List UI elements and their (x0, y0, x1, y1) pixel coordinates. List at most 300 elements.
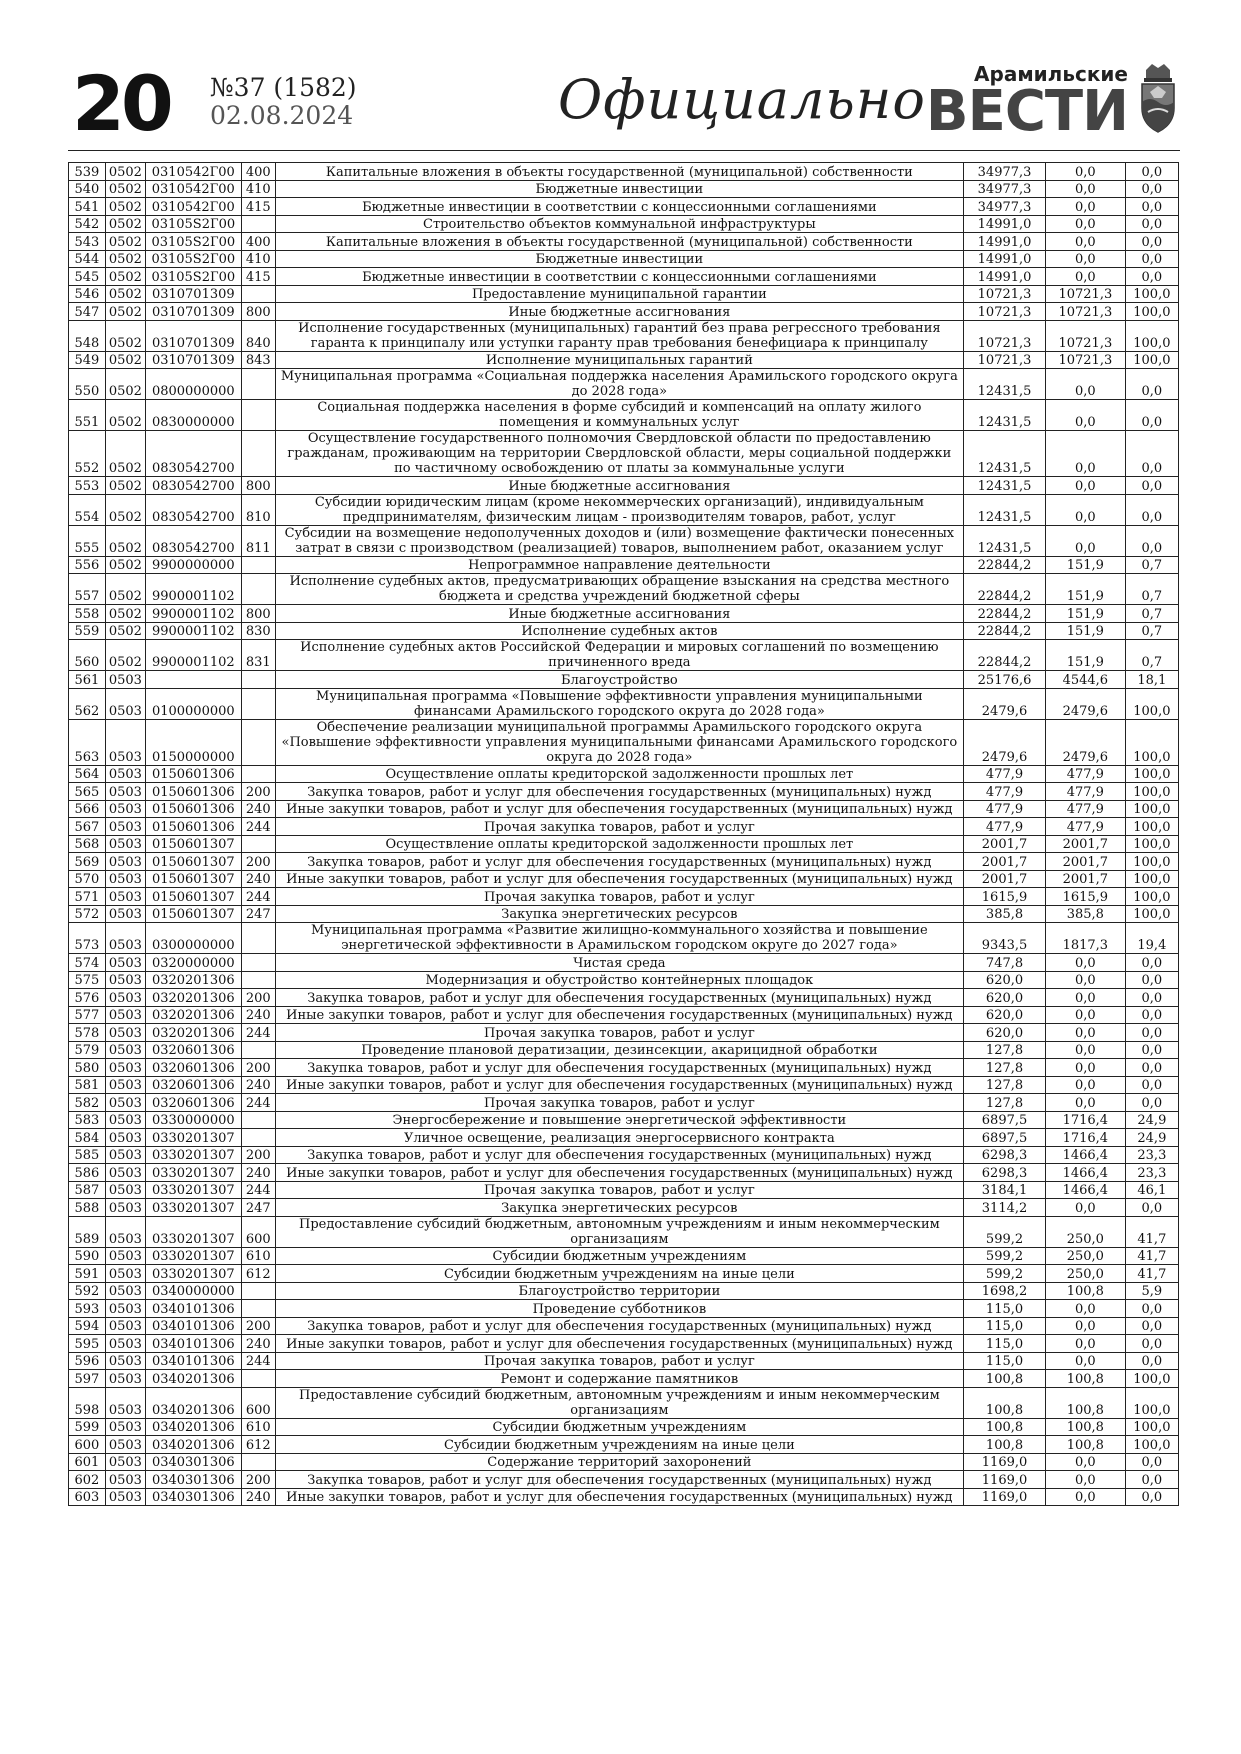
row-number-cell: 580 (69, 1059, 106, 1077)
percent-executed-cell: 24,9 (1125, 1111, 1178, 1129)
planned-amount-cell: 12431,5 (964, 400, 1046, 431)
planned-amount-cell: 22844,2 (964, 640, 1046, 671)
row-number-cell: 584 (69, 1129, 106, 1147)
description-cell: Закупка товаров, работ и услуг для обеспечения государственных (муниципальных) нужд (275, 989, 964, 1007)
actual-amount-cell: 151,9 (1045, 640, 1125, 671)
section-code-cell: 0503 (105, 1181, 145, 1199)
planned-amount-cell: 1169,0 (964, 1453, 1046, 1471)
section-code-cell: 0502 (105, 622, 145, 640)
description-cell: Обеспечение реализации муниципальной программы Арамильского городского округа «Повышение эффективности управления муниципальными финансами Арамильского городского округа до 2028 года» (275, 719, 964, 765)
expense-type-cell: 240 (241, 1076, 275, 1094)
expense-type-cell: 843 (241, 351, 275, 369)
row-number-cell: 548 (69, 320, 106, 351)
description-cell: Закупка товаров, работ и услуг для обеспечения государственных (муниципальных) нужд (275, 1471, 964, 1489)
table-row (69, 268, 1179, 286)
target-code-cell: 0330201307 (145, 1265, 241, 1283)
target-code-cell: 0150601307 (145, 870, 241, 888)
expense-type-cell (241, 431, 275, 477)
expense-type-cell (241, 1041, 275, 1059)
expense-type-cell: 247 (241, 905, 275, 923)
planned-amount-cell: 2479,6 (964, 719, 1046, 765)
row-number-cell: 550 (69, 369, 106, 400)
expense-type-cell: 600 (241, 1387, 275, 1418)
percent-executed-cell: 18,1 (1125, 671, 1178, 689)
table-row (69, 905, 1179, 923)
actual-amount-cell: 100,8 (1045, 1370, 1125, 1388)
table-row (69, 1247, 1179, 1265)
actual-amount-cell: 0,0 (1045, 163, 1125, 181)
logo-subtitle: Арамильские (974, 62, 1128, 86)
table-row (69, 1265, 1179, 1283)
description-cell: Муниципальная программа «Повышение эффективности управления муниципальными финансами Арамильского городского округа до 2028 года» (275, 688, 964, 719)
target-code-cell: 0320201306 (145, 971, 241, 989)
target-code-cell: 0830542700 (145, 494, 241, 525)
description-cell: Капитальные вложения в объекты государственной (муниципальной) собственности (275, 163, 964, 181)
row-number-cell: 582 (69, 1094, 106, 1112)
target-code-cell: 0310542Г00 (145, 198, 241, 216)
percent-executed-cell: 0,0 (1125, 1352, 1178, 1370)
planned-amount-cell: 599,2 (964, 1265, 1046, 1283)
percent-executed-cell: 23,3 (1125, 1164, 1178, 1182)
percent-executed-cell: 0,0 (1125, 400, 1178, 431)
actual-amount-cell: 1466,4 (1045, 1146, 1125, 1164)
actual-amount-cell: 0,0 (1045, 1453, 1125, 1471)
table-row (69, 688, 1179, 719)
actual-amount-cell: 250,0 (1045, 1265, 1125, 1283)
section-code-cell: 0502 (105, 303, 145, 321)
row-number-cell: 575 (69, 971, 106, 989)
description-cell: Предоставление субсидий бюджетным, автономным учреждениям и иным некоммерческим организациям (275, 1387, 964, 1418)
target-code-cell: 0340201306 (145, 1387, 241, 1418)
planned-amount-cell: 620,0 (964, 989, 1046, 1007)
section-code-cell: 0503 (105, 1164, 145, 1182)
planned-amount-cell: 1169,0 (964, 1471, 1046, 1489)
description-cell: Непрограммное направление деятельности (275, 556, 964, 574)
expense-type-cell: 200 (241, 1059, 275, 1077)
percent-executed-cell: 0,0 (1125, 233, 1178, 251)
expense-type-cell: 240 (241, 870, 275, 888)
table-row (69, 1282, 1179, 1300)
actual-amount-cell: 0,0 (1045, 1335, 1125, 1353)
description-cell: Благоустройство территории (275, 1282, 964, 1300)
planned-amount-cell: 127,8 (964, 1094, 1046, 1112)
expense-type-cell: 247 (241, 1199, 275, 1217)
description-cell: Исполнение судебных актов Российской Федерации и мировых соглашений по возмещению причиненного вреда (275, 640, 964, 671)
percent-executed-cell: 100,0 (1125, 1418, 1178, 1436)
target-code-cell: 0330201307 (145, 1181, 241, 1199)
percent-executed-cell: 5,9 (1125, 1282, 1178, 1300)
actual-amount-cell: 0,0 (1045, 400, 1125, 431)
table-row (69, 622, 1179, 640)
percent-executed-cell: 100,0 (1125, 905, 1178, 923)
planned-amount-cell: 100,8 (964, 1370, 1046, 1388)
description-cell: Иные закупки товаров, работ и услуг для обеспечения государственных (муниципальных) нужд (275, 1488, 964, 1506)
table-row (69, 1094, 1179, 1112)
planned-amount-cell: 100,8 (964, 1418, 1046, 1436)
section-code-cell: 0503 (105, 1471, 145, 1489)
row-number-cell: 544 (69, 250, 106, 268)
description-cell: Содержание территорий захоронений (275, 1453, 964, 1471)
row-number-cell: 588 (69, 1199, 106, 1217)
target-code-cell: 0320601306 (145, 1041, 241, 1059)
percent-executed-cell: 0,0 (1125, 268, 1178, 286)
percent-executed-cell: 100,0 (1125, 765, 1178, 783)
expense-type-cell: 244 (241, 1024, 275, 1042)
actual-amount-cell: 10721,3 (1045, 320, 1125, 351)
expense-type-cell: 400 (241, 163, 275, 181)
target-code-cell: 0830542700 (145, 431, 241, 477)
expense-type-cell: 410 (241, 180, 275, 198)
target-code-cell: 0340101306 (145, 1352, 241, 1370)
actual-amount-cell: 0,0 (1045, 1076, 1125, 1094)
description-cell: Муниципальная программа «Социальная поддержка населения Арамильского городского округа до 2028 года» (275, 369, 964, 400)
actual-amount-cell: 0,0 (1045, 198, 1125, 216)
percent-executed-cell: 100,0 (1125, 888, 1178, 906)
expense-type-cell (241, 923, 275, 954)
percent-executed-cell: 100,0 (1125, 818, 1178, 836)
percent-executed-cell: 0,0 (1125, 180, 1178, 198)
section-code-cell: 0503 (105, 870, 145, 888)
row-number-cell: 598 (69, 1387, 106, 1418)
description-cell: Капитальные вложения в объекты государственной (муниципальной) собственности (275, 233, 964, 251)
expense-type-cell: 244 (241, 888, 275, 906)
section-code-cell: 0503 (105, 1317, 145, 1335)
target-code-cell: 0320000000 (145, 954, 241, 972)
actual-amount-cell: 2001,7 (1045, 853, 1125, 871)
percent-executed-cell: 100,0 (1125, 800, 1178, 818)
table-row (69, 719, 1179, 765)
table-row (69, 525, 1179, 556)
row-number-cell: 558 (69, 605, 106, 623)
description-cell: Строительство объектов коммунальной инфраструктуры (275, 215, 964, 233)
target-code-cell: 0320201306 (145, 989, 241, 1007)
table-row (69, 431, 1179, 477)
percent-executed-cell: 0,0 (1125, 477, 1178, 495)
percent-executed-cell: 0,0 (1125, 971, 1178, 989)
table-row (69, 1111, 1179, 1129)
row-number-cell: 572 (69, 905, 106, 923)
target-code-cell: 0340101306 (145, 1317, 241, 1335)
section-code-cell: 0502 (105, 431, 145, 477)
expense-type-cell: 244 (241, 1181, 275, 1199)
percent-executed-cell: 0,7 (1125, 556, 1178, 574)
description-cell: Бюджетные инвестиции в соответствии с концессионными соглашениями (275, 268, 964, 286)
percent-executed-cell: 0,0 (1125, 1041, 1178, 1059)
row-number-cell: 565 (69, 783, 106, 801)
planned-amount-cell: 2001,7 (964, 870, 1046, 888)
percent-executed-cell: 100,0 (1125, 1370, 1178, 1388)
table-row (69, 1129, 1179, 1147)
target-code-cell: 0330201307 (145, 1199, 241, 1217)
newspaper-logo (925, 62, 1128, 150)
planned-amount-cell: 34977,3 (964, 198, 1046, 216)
planned-amount-cell: 34977,3 (964, 163, 1046, 181)
target-code-cell: 0100000000 (145, 688, 241, 719)
expense-type-cell: 240 (241, 1335, 275, 1353)
description-cell: Иные закупки товаров, работ и услуг для обеспечения государственных (муниципальных) нужд (275, 800, 964, 818)
target-code-cell: 0150601307 (145, 853, 241, 871)
actual-amount-cell: 477,9 (1045, 800, 1125, 818)
section-code-cell: 0502 (105, 233, 145, 251)
target-code-cell: 0320601306 (145, 1094, 241, 1112)
planned-amount-cell: 10721,3 (964, 351, 1046, 369)
actual-amount-cell: 100,8 (1045, 1282, 1125, 1300)
description-cell: Чистая среда (275, 954, 964, 972)
section-code-cell: 0503 (105, 1282, 145, 1300)
expense-type-cell (241, 954, 275, 972)
planned-amount-cell: 12431,5 (964, 477, 1046, 495)
description-cell: Муниципальная программа «Развитие жилищно-коммунального хозяйства и повышение энергетической эффективности в Арамильском городском округе до 2027 года» (275, 923, 964, 954)
row-number-cell: 599 (69, 1418, 106, 1436)
planned-amount-cell: 22844,2 (964, 622, 1046, 640)
section-code-cell: 0503 (105, 971, 145, 989)
description-cell: Исполнение муниципальных гарантий (275, 351, 964, 369)
issue-number: №37 (1582) (210, 73, 357, 102)
section-code-cell: 0503 (105, 923, 145, 954)
target-code-cell: 03105S2Г00 (145, 250, 241, 268)
row-number-cell: 554 (69, 494, 106, 525)
table-row (69, 989, 1179, 1007)
expense-type-cell: 410 (241, 250, 275, 268)
table-row (69, 198, 1179, 216)
section-code-cell: 0503 (105, 1059, 145, 1077)
percent-executed-cell: 100,0 (1125, 719, 1178, 765)
row-number-cell: 566 (69, 800, 106, 818)
section-code-cell: 0502 (105, 198, 145, 216)
section-code-cell: 0502 (105, 180, 145, 198)
planned-amount-cell: 620,0 (964, 1024, 1046, 1042)
description-cell: Предоставление субсидий бюджетным, автономным учреждениям и иным некоммерческим организациям (275, 1216, 964, 1247)
expense-type-cell: 612 (241, 1265, 275, 1283)
expense-type-cell: 800 (241, 303, 275, 321)
percent-executed-cell: 100,0 (1125, 835, 1178, 853)
planned-amount-cell: 2001,7 (964, 835, 1046, 853)
row-number-cell: 577 (69, 1006, 106, 1024)
row-number-cell: 559 (69, 622, 106, 640)
section-code-cell: 0503 (105, 1436, 145, 1454)
description-cell: Субсидии на возмещение недополученных доходов и (или) возмещение фактически понесенных затрат в связи с производством (реализацией) товаров, выполнением работ, оказанием услуг (275, 525, 964, 556)
section-code-cell: 0503 (105, 853, 145, 871)
target-code-cell: 03105S2Г00 (145, 268, 241, 286)
section-code-cell: 0502 (105, 574, 145, 605)
target-code-cell: 0330201307 (145, 1129, 241, 1147)
actual-amount-cell: 477,9 (1045, 765, 1125, 783)
target-code-cell: 0310701309 (145, 303, 241, 321)
target-code-cell: 9900001102 (145, 640, 241, 671)
target-code-cell: 0150601306 (145, 800, 241, 818)
percent-executed-cell: 23,3 (1125, 1146, 1178, 1164)
row-number-cell: 603 (69, 1488, 106, 1506)
section-code-cell: 0503 (105, 1352, 145, 1370)
row-number-cell: 561 (69, 671, 106, 689)
target-code-cell: 0320601306 (145, 1076, 241, 1094)
actual-amount-cell: 1716,4 (1045, 1129, 1125, 1147)
percent-executed-cell: 100,0 (1125, 1387, 1178, 1418)
row-number-cell: 602 (69, 1471, 106, 1489)
table-row (69, 954, 1179, 972)
target-code-cell: 9900000000 (145, 556, 241, 574)
target-code-cell: 0150601307 (145, 835, 241, 853)
description-cell: Иные закупки товаров, работ и услуг для обеспечения государственных (муниципальных) нужд (275, 1076, 964, 1094)
description-cell: Прочая закупка товаров, работ и услуг (275, 1024, 964, 1042)
target-code-cell: 0150601307 (145, 905, 241, 923)
row-number-cell: 579 (69, 1041, 106, 1059)
planned-amount-cell: 12431,5 (964, 494, 1046, 525)
description-cell: Закупка энергетических ресурсов (275, 905, 964, 923)
percent-executed-cell: 0,0 (1125, 989, 1178, 1007)
section-code-cell: 0503 (105, 1146, 145, 1164)
expense-type-cell: 244 (241, 1352, 275, 1370)
row-number-cell: 563 (69, 719, 106, 765)
actual-amount-cell: 0,0 (1045, 477, 1125, 495)
row-number-cell: 545 (69, 268, 106, 286)
percent-executed-cell: 0,7 (1125, 640, 1178, 671)
description-cell: Прочая закупка товаров, работ и услуг (275, 1352, 964, 1370)
planned-amount-cell: 385,8 (964, 905, 1046, 923)
actual-amount-cell: 477,9 (1045, 783, 1125, 801)
planned-amount-cell: 6298,3 (964, 1146, 1046, 1164)
table-row (69, 1436, 1179, 1454)
description-cell: Закупка товаров, работ и услуг для обеспечения государственных (муниципальных) нужд (275, 853, 964, 871)
target-code-cell: 03105S2Г00 (145, 233, 241, 251)
section-code-cell: 0503 (105, 688, 145, 719)
target-code-cell: 0320201306 (145, 1006, 241, 1024)
actual-amount-cell: 1817,3 (1045, 923, 1125, 954)
description-cell: Иные бюджетные ассигнования (275, 477, 964, 495)
percent-executed-cell: 100,0 (1125, 351, 1178, 369)
percent-executed-cell: 0,0 (1125, 1453, 1178, 1471)
budget-table-body (69, 163, 1179, 1506)
description-cell: Прочая закупка товаров, работ и услуг (275, 1181, 964, 1199)
planned-amount-cell: 6897,5 (964, 1129, 1046, 1147)
section-code-cell: 0503 (105, 1006, 145, 1024)
actual-amount-cell: 0,0 (1045, 494, 1125, 525)
row-number-cell: 569 (69, 853, 106, 871)
percent-executed-cell: 0,0 (1125, 369, 1178, 400)
actual-amount-cell: 2479,6 (1045, 688, 1125, 719)
target-code-cell: 0310701309 (145, 320, 241, 351)
section-code-cell: 0503 (105, 1387, 145, 1418)
section-code-cell: 0503 (105, 1111, 145, 1129)
row-number-cell: 555 (69, 525, 106, 556)
row-number-cell: 589 (69, 1216, 106, 1247)
description-cell: Иные закупки товаров, работ и услуг для обеспечения государственных (муниципальных) нужд (275, 1006, 964, 1024)
issue-info (210, 74, 357, 130)
expense-type-cell: 800 (241, 477, 275, 495)
planned-amount-cell: 12431,5 (964, 525, 1046, 556)
table-row (69, 1300, 1179, 1318)
target-code-cell: 0150601306 (145, 818, 241, 836)
section-code-cell: 0503 (105, 765, 145, 783)
description-cell: Осуществление оплаты кредиторской задолженности прошлых лет (275, 765, 964, 783)
percent-executed-cell: 100,0 (1125, 853, 1178, 871)
description-cell: Модернизация и обустройство контейнерных площадок (275, 971, 964, 989)
target-code-cell: 03105S2Г00 (145, 215, 241, 233)
description-cell: Бюджетные инвестиции (275, 250, 964, 268)
section-code-cell: 0502 (105, 369, 145, 400)
percent-executed-cell: 100,0 (1125, 303, 1178, 321)
section-code-cell: 0503 (105, 671, 145, 689)
section-code-cell: 0502 (105, 320, 145, 351)
target-code-cell: 0830000000 (145, 400, 241, 431)
table-row (69, 574, 1179, 605)
actual-amount-cell: 385,8 (1045, 905, 1125, 923)
row-number-cell: 547 (69, 303, 106, 321)
table-row (69, 800, 1179, 818)
description-cell: Предоставление муниципальной гарантии (275, 285, 964, 303)
actual-amount-cell: 0,0 (1045, 1352, 1125, 1370)
planned-amount-cell: 3114,2 (964, 1199, 1046, 1217)
expense-type-cell: 240 (241, 1006, 275, 1024)
percent-executed-cell: 0,0 (1125, 1024, 1178, 1042)
planned-amount-cell: 22844,2 (964, 574, 1046, 605)
actual-amount-cell: 151,9 (1045, 556, 1125, 574)
section-title: Официально (558, 68, 926, 131)
planned-amount-cell: 10721,3 (964, 303, 1046, 321)
row-number-cell: 581 (69, 1076, 106, 1094)
planned-amount-cell: 620,0 (964, 971, 1046, 989)
table-row (69, 233, 1179, 251)
expense-type-cell (241, 671, 275, 689)
percent-executed-cell: 0,0 (1125, 431, 1178, 477)
planned-amount-cell: 3184,1 (964, 1181, 1046, 1199)
actual-amount-cell: 0,0 (1045, 971, 1125, 989)
expense-type-cell (241, 835, 275, 853)
expense-type-cell (241, 719, 275, 765)
table-row (69, 1387, 1179, 1418)
percent-executed-cell: 0,0 (1125, 163, 1178, 181)
description-cell: Субсидии юридическим лицам (кроме некоммерческих организаций), индивидуальным предпринимателям, физическим лицам - производителям товаров, работ, услуг (275, 494, 964, 525)
table-row (69, 888, 1179, 906)
actual-amount-cell: 0,0 (1045, 1006, 1125, 1024)
section-code-cell: 0502 (105, 163, 145, 181)
planned-amount-cell: 477,9 (964, 818, 1046, 836)
row-number-cell: 543 (69, 233, 106, 251)
section-code-cell: 0503 (105, 1453, 145, 1471)
planned-amount-cell: 1169,0 (964, 1488, 1046, 1506)
actual-amount-cell: 250,0 (1045, 1247, 1125, 1265)
actual-amount-cell: 1466,4 (1045, 1181, 1125, 1199)
row-number-cell: 578 (69, 1024, 106, 1042)
percent-executed-cell: 0,0 (1125, 1076, 1178, 1094)
description-cell: Энергосбережение и повышение энергетической эффективности (275, 1111, 964, 1129)
section-code-cell: 0502 (105, 215, 145, 233)
row-number-cell: 562 (69, 688, 106, 719)
planned-amount-cell: 10721,3 (964, 320, 1046, 351)
target-code-cell: 0800000000 (145, 369, 241, 400)
table-row (69, 1076, 1179, 1094)
expense-type-cell: 415 (241, 198, 275, 216)
actual-amount-cell: 0,0 (1045, 250, 1125, 268)
row-number-cell: 570 (69, 870, 106, 888)
table-row (69, 400, 1179, 431)
actual-amount-cell: 10721,3 (1045, 303, 1125, 321)
section-code-cell: 0502 (105, 494, 145, 525)
percent-executed-cell: 0,0 (1125, 1300, 1178, 1318)
description-cell: Осуществление оплаты кредиторской задолженности прошлых лет (275, 835, 964, 853)
percent-executed-cell: 0,0 (1125, 1006, 1178, 1024)
percent-executed-cell: 0,0 (1125, 1488, 1178, 1506)
table-row (69, 671, 1179, 689)
description-cell: Социальная поддержка населения в форме субсидий и компенсаций на оплату жилого помещения и коммунальных услуг (275, 400, 964, 431)
actual-amount-cell: 2001,7 (1045, 870, 1125, 888)
planned-amount-cell: 115,0 (964, 1335, 1046, 1353)
target-code-cell: 0320201306 (145, 1024, 241, 1042)
expense-type-cell: 415 (241, 268, 275, 286)
percent-executed-cell: 0,0 (1125, 198, 1178, 216)
description-cell: Бюджетные инвестиции в соответствии с концессионными соглашениями (275, 198, 964, 216)
section-code-cell: 0503 (105, 835, 145, 853)
